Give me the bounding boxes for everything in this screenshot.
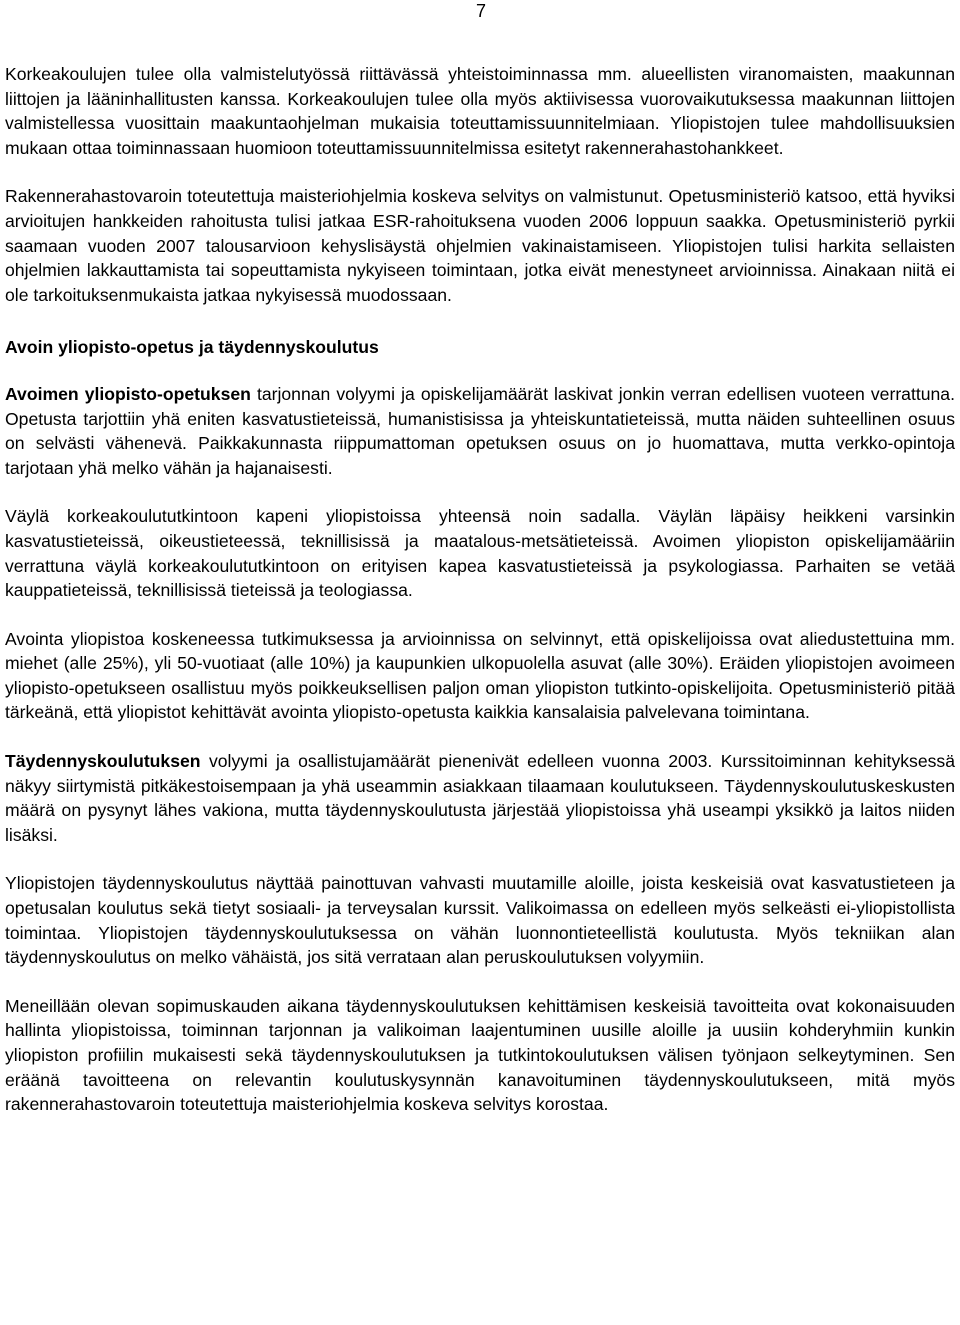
document-body [5, 62, 955, 1141]
paragraph-6-text: volyymi ja osallistujamäärät pienenivät edelleen vuonna 2003. Kurssitoiminnan kehityksessä näkyy siirtymistä pitkäkestoisempaan ja yhä useammin asiakkaan tilaamaan koulutukseen. Täydennyskoulutuskeskusten määrä on pysynyt lähes vakiona, mutta täydennyskoulutusta järjestää yliopistoissa yhä useampi yksikkö ja laitos niiden lisäksi. [5, 751, 955, 845]
paragraph-3 [5, 382, 955, 480]
paragraph-3-text: tarjonnan volyymi ja opiskelijamäärät laskivat jonkin verran edellisen vuoteen verrattuna. Opetusta tarjottiin yhä eniten kasvatustieteissä, humanistisissa ja yhteiskuntatieteissä, mutta näiden suhteellinen osuus on selvästi vähenevä. Paikkakunnasta riippumattoman opetuksen osuus on jo huomattava, mutta verkko-opintoja tarjotaan yhä melko vähän ja hajanaisesti. [5, 383, 955, 478]
paragraph-1: Korkeakoulujen tulee olla valmistelutyössä riittävässä yhteistoiminnassa mm. alueellisten viranomaisten, maakunnan liittojen ja lääninhallitusten kanssa. Korkeakoulujen tulee olla myös aktiivisessa vuorovaikutuksessa maakunnan liittojen valmistellessa vuosittain maakuntaohjelman mukaisia toteuttamissuunnitelmiaan. Yliopistojen tulee mahdollisuuksien mukaan ottaa toiminnassaan huomioon toteuttamissuunnitelmissa esitetyt rakennerahastohankkeet. [5, 64, 955, 158]
paragraph-8: Meneillään olevan sopimuskauden aikana täydennyskoulutuksen kehittämisen keskeisiä tavoitteita ovat kokonaisuuden hallinta yliopistoissa, toiminnan tarjonnan ja valikoiman laajentuminen uusille aloille ja uusiin kohderyhmiin kunkin yliopiston profiilin mukaisesti sekä täydennyskoulutuksen ja tutkintokoulutuksen välisen työnjaon selkeytyminen. Sen eräänä tavoitteena on relevantin koulutuskysynnän kanavoituminen täydennyskoulutukseen, mitä myös rakennerahastovaroin toteutettuja maisteriohjelmia koskeva selvitys korostaa. [5, 995, 955, 1115]
paragraph-6-lead: Täydennyskoulutuksen [5, 751, 201, 772]
paragraph-2: Rakennerahastovaroin toteutettuja maisteriohjelmia koskeva selvitys on valmistunut. Opetusministeriö katsoo, että hyviksi arvioitujen hankkeiden rahoitusta tulisi jatkaa ESR-rahoituksena vuoden 2006 loppuun saakka. Opetusministeriö pyrkii saamaan vuoden 2007 talousarvioon kehyslisäystä ohjelmien vakinaistamiseen. Yliopistojen tulisi harkita sellaisten ohjelmien lakkauttamista tai sopeuttamista nykyiseen toimintaan, jotka eivät menestyneet arvioinnissa. Ainakaan niitä ei ole tarkoituksenmukaista jatkaa nykyisessä muodossaan. [5, 186, 955, 305]
paragraph-4: Väylä korkeakoulututkintoon kapeni yliopistoissa yhteensä noin sadalla. Väylän läpäisy heikkeni varsinkin kasvatustieteissä, oikeustieteessä, teknillisissä ja maatalous-metsätieteissä. Avoimen yliopiston opiskelijamääriin verrattuna väylä korkeakoulututkintoon on erityisen kapea kasvatustieteissä ja psykologiassa. Parhaiten se vetää kauppatieteissä, teknillisissä tieteissä ja teologiassa. [5, 506, 955, 601]
section-heading: Avoin yliopisto-opetus ja täydennyskoulutus [5, 337, 379, 358]
paragraph-3-lead: Avoimen yliopisto-opetuksen [5, 383, 251, 404]
page-number: 7 [475, 1, 486, 21]
paragraph-7: Yliopistojen täydennyskoulutus näyttää painottuvan vahvasti muutamille aloille, joista keskeisiä ovat kasvatustieteen ja opetusalan koulutus sekä tietyt sosiaali- ja terveysalan kurssit. Valikoimassa on edelleen myös selkeästi ei-yliopistollista toimintaa. Yliopistojen täydennyskoulutuksessa on vähän luonnontieteellistä koulutusta. Myös tekniikan alan täydennyskoulutus on melko vähäistä, jos sitä verrataan alan peruskoulutuksen volyymiin. [5, 873, 955, 968]
paragraph-5: Avointa yliopistoa koskeneessa tutkimuksessa ja arvioinnissa on selvinnyt, että opiskelijoissa ovat aliedustettuina mm. miehet (alle 25%), yli 50-vuotiaat (alle 10%) ja kaupunkien ulkopuolella asuvat (alle 30%). Eräiden yliopistojen avoimeen yliopisto-opetukseen osallistuu myös poikkeuksellisen paljon oman yliopiston tutkinto-opiskelijoita. Opetusministeriö pitää tärkeänä, että yliopistot kehittävät avointa yliopisto-opetusta kaikkia kansalaisia palvelevana toimintana. [5, 628, 955, 723]
paragraph-6 [5, 749, 955, 847]
